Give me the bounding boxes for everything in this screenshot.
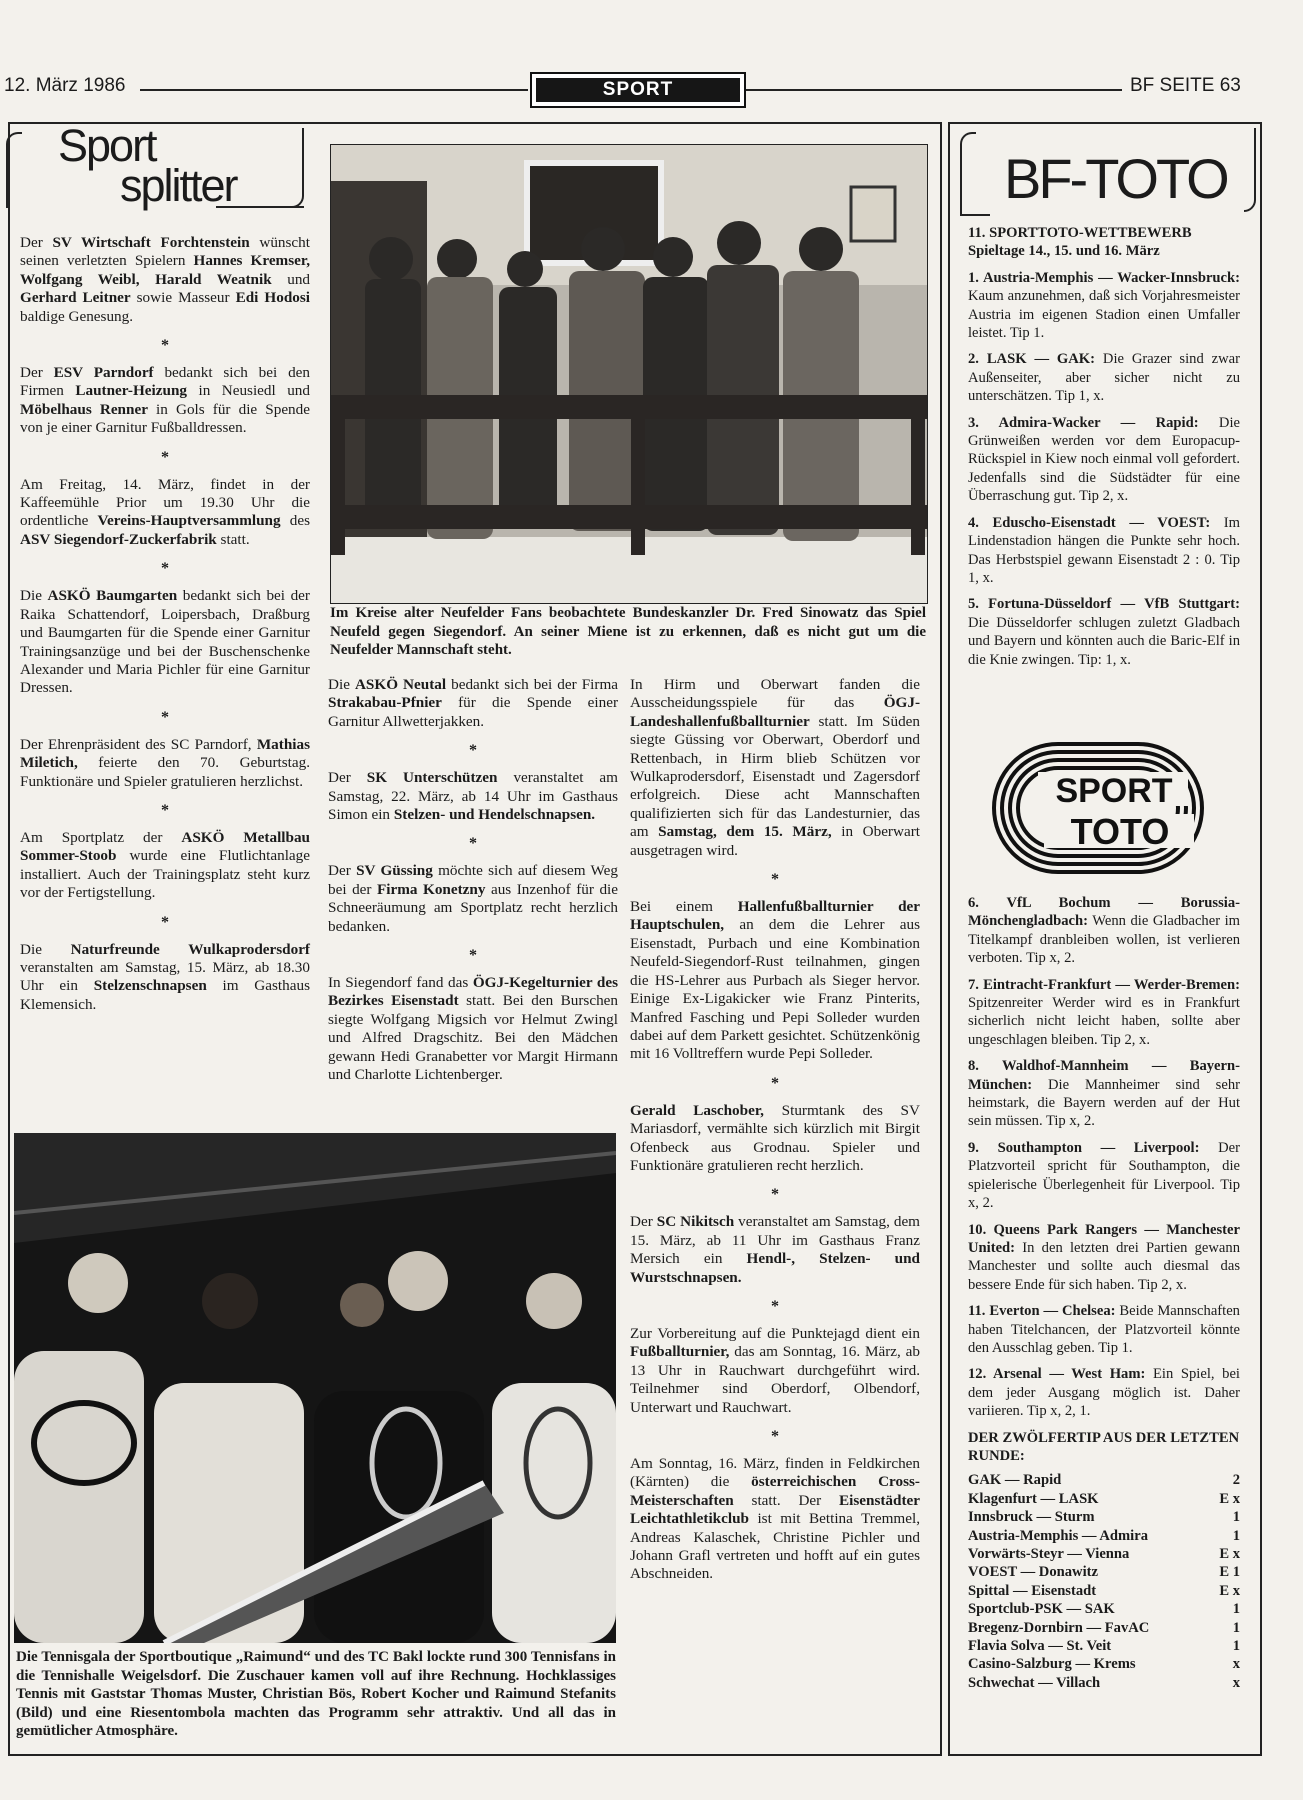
news-item-text: Naturfreunde Wulkaprodersdorf <box>70 940 310 958</box>
news-item-text: ASV Siegendorf-Zuckerfabrik <box>20 530 217 548</box>
news-item-text: Bei einem <box>630 898 738 916</box>
result-row <box>968 1600 1240 1618</box>
news-item <box>20 476 310 550</box>
title-word-2: splitter <box>120 160 237 211</box>
news-item-text: aus Inzenhof für die Schneeräumung am Sportplatz recht herzlich bedanken. <box>328 880 618 935</box>
result-tip: E x <box>1219 1546 1240 1562</box>
news-item-text: Fußballturnier, <box>630 1343 730 1361</box>
toto-tip-match: 3. Admira-Wacker — Rapid: <box>968 414 1199 431</box>
toto-tip-match: 10. Queens Park Rangers — Manchester United: <box>968 1221 1240 1256</box>
news-item-text: und <box>271 270 311 288</box>
toto-tip <box>968 269 1240 343</box>
news-item-text: ASKÖ Neutal <box>354 676 447 693</box>
issue-date: 12. März 1986 <box>4 75 126 96</box>
sportsplitter-title <box>6 120 304 211</box>
news-column-1 <box>20 234 310 1014</box>
news-item-text: bedankt sich bei der Raika Schattendorf, Loipersbach, Draßburg und Baumgarten für die Spende einer Garnitur Trainingsanzüge und bei der Buschenschenke Alexander und Maria Pichler für eine Garnitur Dressen. <box>20 587 310 697</box>
news-item-text: Sturmtank des SV Mariasdorf, vermählte sich kürzlich mit Birgit Ofenbeck aus Grodnau. Spieler und Funktionäre gratulieren recht herzlich. <box>630 1101 920 1174</box>
result-row <box>968 1619 1240 1637</box>
news-item-text: ist mit Bettina Tremmel, Andreas Kalaschek, Christine Pichler und Johann Grafl vertreten und hofft auf ein gutes Abschneiden. <box>630 1510 920 1583</box>
news-item-text: Zur Vorbereitung auf die Punktejagd dient ein <box>630 1324 920 1342</box>
result-tip: E 1 <box>1219 1564 1240 1581</box>
news-item-text: Hannes Kremser, Wolfgang Weibl, Harald Weatnik <box>20 252 311 288</box>
news-item-text: Am Sportplatz der <box>20 828 182 846</box>
toto-tips-column <box>968 224 1240 677</box>
news-item-text: Gerald Laschober, <box>630 1101 764 1119</box>
toto-tip <box>968 350 1240 405</box>
title-bracket-right <box>292 128 304 208</box>
news-item-text: Stelzenschnapsen <box>93 977 207 995</box>
news-item-text: statt. Im Süden siegte Güssing vor Oberwart, Oberdorf und Rettenbach, in Hirm blieb Schützen vor Wulkaprodersdorf, Eisenstadt und Zagersdorf erfolgreich. Diese acht Mannschaften qualifizierten sich für das Landesturnier, das am <box>630 712 920 841</box>
news-item <box>328 862 618 936</box>
news-item-text: ESV Parndorf <box>53 364 154 382</box>
separator-star: * <box>161 801 169 819</box>
news-item <box>328 974 618 1084</box>
toto-tip <box>968 414 1240 506</box>
toto-bracket-right <box>1244 128 1256 212</box>
news-item-text: Der <box>328 862 357 880</box>
news-item <box>20 941 310 1015</box>
news-item-text: baldige Genesung. <box>20 307 134 325</box>
result-row <box>968 1545 1240 1563</box>
result-match: Flavia Solva — St. Veit <box>968 1638 1112 1655</box>
news-item-text: SK Unterschützen <box>366 769 498 787</box>
toto-tip-text: Im Lindenstadion hängen die Punkte sehr hoch. Das Herbstspiel gewann Eisenstadt 2 : 0. Tip 1, x. <box>968 514 1240 586</box>
news-item-text: ÖGJ-Kegelturnier des Bezirkes Eisenstadt <box>328 974 618 1010</box>
logo-toto-text: TOTO <box>1070 811 1170 852</box>
photo-caption-spectators: Im Kreise alter Neufelder Fans beobachtete Bundeskanzler Dr. Fred Sinowatz das Spiel Neufeld gegen Siegendorf. An seiner Miene ist zu erkennen, daß es nicht gut um die Neufelder Mannschaft steht. <box>330 605 926 659</box>
result-row <box>968 1508 1240 1526</box>
result-match: Austria-Memphis — Admira <box>968 1527 1148 1544</box>
news-item-text: möchte sich auf diesem Weg bei der <box>328 862 618 898</box>
news-item-text: Lautner-Heizung <box>75 382 187 400</box>
toto-title <box>960 128 1260 218</box>
news-column-2 <box>328 676 618 1085</box>
news-item-text: In Siegendorf fand das <box>328 974 473 992</box>
news-item-text: sowie Masseur <box>130 289 236 307</box>
separator-star: * <box>771 1074 779 1092</box>
news-item <box>630 1213 920 1287</box>
toto-tip-match: 12. Arsenal — West Ham: <box>968 1366 1146 1383</box>
toto-tip-text: Spitzenreiter Werder wird es in Frankfurt sicherlich nicht leicht haben, sollte aber ungeschlagen bleiben. Tip 2, x. <box>968 995 1240 1048</box>
result-match: Vorwärts-Steyr — Vienna <box>968 1546 1130 1562</box>
toto-tip-text: Ein Spiel, bei dem jeder Ausgang möglich ist. Daher variieren. Tip x, 2, 1. <box>968 1366 1240 1420</box>
result-tip: 1 <box>1232 1509 1240 1526</box>
toto-tip-text: Die Düsseldorfer schlugen zuletzt Gladbach und Bayern und könnten auch die Baric-Elf in die Knie zwingen. Tip: 1, x. <box>968 614 1240 668</box>
result-match: Schwechat — Villach <box>968 1674 1101 1691</box>
sport-toto-logo-icon <box>988 738 1208 878</box>
news-item-text: Firma Konetzny <box>377 880 486 898</box>
toto-tip <box>968 1139 1240 1213</box>
news-item <box>630 1455 920 1584</box>
toto-tip-match: 1. Austria-Memphis — Wacker-Innsbruck: <box>968 269 1240 286</box>
result-row <box>968 1471 1240 1489</box>
result-row <box>968 1637 1240 1655</box>
news-item-text: Hendl-, Stelzen- und Wurstschnapsen. <box>630 1250 921 1286</box>
photo-caption-tennis: Die Tennisgala der Sportboutique „Raimund“ und des TC Bakl lockte rund 300 Tennisfans in die Tennishalle Weigelsdorf. Die Zuschauer kamen voll auf ihre Rechnung. Hochklassiges Tennis mit Gaststar Thomas Muster, Christian Bös, Robert Kocher und Raimund Stefanits (Bild) und eine Riesentombola machten das Programm sehr attraktiv. Und all das in gemütlicher Atmosphäre. <box>16 1649 616 1740</box>
page-header <box>0 72 1303 108</box>
toto-tip-text: Wenn die Gladbacher im Titelkampf dranbleiben wollen, ist verlieren verboten. Tip x, 2. <box>968 913 1240 967</box>
news-item <box>20 364 310 438</box>
news-item-text: an dem die Lehrer aus Eisenstadt, Purbach und eine Kombination Neufeld-Siegendorf-Rust teilnahmen, gingen die HS-Lehrer aus Purbach als Sieger hervor. Einige Ex-Ligakicker wie Franz Pinterits, Manfred Fasching und Pepi Solleder wurden dabei auf dem Parkett gesichtet. Schützenkönig mit 16 Volltreffern wurde Pepi Solleder. <box>630 916 920 1063</box>
news-item-text: Hallenfußballturnier der Hauptschulen, <box>630 898 921 934</box>
separator-star: * <box>771 1186 779 1204</box>
toto-title-text: BF-TOTO <box>1004 147 1227 210</box>
news-item-text: Der <box>328 769 367 787</box>
news-item-text: Samstag, dem 15. März, <box>658 823 832 841</box>
toto-tip-text: Kaum anzunehmen, daß sich Vorjahresmeister Austria im eigenen Stadion einen Umfaller leistet. Tip 1. <box>968 288 1240 342</box>
news-item-text: Der <box>20 364 54 382</box>
toto-tip <box>968 1302 1240 1357</box>
toto-tip <box>968 1365 1240 1420</box>
news-item <box>20 736 310 791</box>
toto-tip <box>968 595 1240 669</box>
result-match: Klagenfurt — LASK <box>968 1490 1099 1507</box>
result-tip: 1 <box>1232 1527 1240 1544</box>
news-item-text: feierte den 70. Geburtstag. Funktionäre und Spieler gratulieren herzlichst. <box>20 754 310 790</box>
news-item-text: ASKÖ Baumgarten <box>47 587 178 605</box>
toto-bracket-left <box>960 132 976 216</box>
toto-heading: 11. SPORTTOTO-WETTBEWERB Spieltage 14., 15. und 16. März <box>968 225 1192 260</box>
result-match: Spittal — Eisenstadt <box>968 1582 1097 1599</box>
title-word-1: Sport <box>58 120 156 171</box>
page-number: BF SEITE 63 <box>1130 75 1241 96</box>
news-item-text: Die <box>20 940 71 958</box>
toto-tip-text: Beide Mannschaften haben Titelchancen, der Platzvorteil könnte den Ausschlag geben. Tip 1. <box>968 1303 1240 1356</box>
result-match: VOEST — Donawitz <box>968 1564 1098 1581</box>
result-tip: 1 <box>1232 1619 1240 1636</box>
separator-star: * <box>771 871 779 889</box>
toto-underline <box>960 214 990 216</box>
news-item-text: ÖGJ-Landeshallenfußballturnier <box>630 694 920 730</box>
result-tip: E x <box>1219 1582 1240 1599</box>
news-item <box>328 676 618 731</box>
news-item-text: Der <box>630 1213 657 1231</box>
news-item <box>328 769 618 824</box>
separator-star: * <box>161 913 169 931</box>
title-underline <box>216 206 304 208</box>
result-tip: x <box>1232 1674 1240 1691</box>
title-bracket-left <box>6 132 22 208</box>
toto-tip <box>968 514 1240 588</box>
result-match: Innsbruck — Sturm <box>968 1509 1095 1526</box>
result-tip: 1 <box>1232 1601 1240 1618</box>
news-item-text: Der <box>20 234 53 251</box>
news-item-text: Stelzen- und Hendelschnapsen. <box>393 806 596 824</box>
news-item-text: in Gols für die Spende von je einer Garnitur Fußballdressen. <box>20 400 310 437</box>
news-item-text: Eisenstädter Leichtathletikclub <box>630 1491 920 1528</box>
separator-star: * <box>469 835 477 853</box>
news-item-text: das am Sonntag, 16. März, ab 13 Uhr in Rauchwart durchgeführt wird. Teilnehmer sind Oberdorf, Olbendorf, Unterwart und Rauchwart. <box>630 1343 920 1416</box>
results-heading: DER ZWÖLFERTIP AUS DER LETZTEN RUNDE: <box>968 1429 1240 1464</box>
news-item-text: bedankt sich bei der Firma <box>446 676 618 693</box>
separator-star: * <box>469 742 477 760</box>
results-table <box>968 1471 1240 1692</box>
result-row <box>968 1563 1240 1581</box>
toto-tip-text: Der Platzvorteil spricht für Southampton, die spielerische Überlegenheit für Liverpool. Tip x, 2. <box>968 1139 1241 1212</box>
news-item-text: Edi Hodosi <box>235 289 310 307</box>
toto-tip-text: Die Mannheimer sind sehr heimstark, die Bayern werden auf der Hut sein müssen. Tip x, 2. <box>968 1076 1240 1130</box>
section-label: SPORT <box>536 78 740 102</box>
toto-tips-list-1 <box>968 269 1240 669</box>
news-item-text: Gerhard Leitner <box>20 289 131 307</box>
separator-star: * <box>771 1297 779 1315</box>
toto-tip-text: In den letzten drei Partien gewann Manchester und sollte auch diesmal das bessere Ende für sich haben. Tip 2, x. <box>968 1239 1240 1293</box>
toto-tip-match: 8. Waldhof-Mannheim — Bayern-München: <box>968 1058 1240 1093</box>
tennis-photo-image <box>14 1133 616 1643</box>
toto-tip <box>968 1057 1240 1131</box>
news-item-text: Vereins-Hauptversammlung <box>97 512 281 530</box>
result-row <box>968 1490 1240 1508</box>
toto-tip-match: 5. Fortuna-Düsseldorf — VfB Stuttgart: <box>968 596 1240 613</box>
separator-star: * <box>771 1428 779 1445</box>
news-item-text: wurde eine Flutlichtanlage installiert. Auch der Trainingsplatz steht kurz vor der Fertigstellung. <box>20 847 310 902</box>
logo-sport-text: SPORT <box>1055 772 1173 810</box>
header-rule-right <box>746 89 1122 91</box>
result-tip: 1 <box>1232 1638 1240 1655</box>
separator-star: * <box>161 448 169 466</box>
news-item-text: Möbelhaus Renner <box>20 400 148 418</box>
separator-star: * <box>161 560 169 578</box>
news-item-text: statt. <box>216 530 250 548</box>
news-item-text: bedankt sich bei den Firmen <box>20 364 310 400</box>
news-item-text: in Oberwart ausgetragen wird. <box>630 823 920 859</box>
news-item-text: für die Spende einer Garnitur Allwetterjakken. <box>328 694 618 730</box>
separator-star: * <box>161 337 169 355</box>
result-match: Casino-Salzburg — Krems <box>968 1656 1136 1673</box>
toto-tip-match: 2. LASK — GAK: <box>968 351 1096 368</box>
toto-tip <box>968 976 1240 1050</box>
news-item-text: Strakabau-Pfnier <box>328 694 442 712</box>
news-item-text: statt. Bei den Burschen siegte Wolfgang Migsich vor Helmut Zwingl und Alfred Dragschitz. Bei den Mädchen gewann Hedi Granabetter vor Margit Hirmann und Charlotte Lichtenberger. <box>328 992 618 1084</box>
toto-tip-match: 11. Everton — Chelsea: <box>968 1303 1116 1320</box>
result-tip: x <box>1232 1656 1240 1673</box>
news-item-text: veranstalten am Samstag, 15. März, ab 18.30 Uhr ein <box>20 958 310 995</box>
news-item-text: In Hirm und Oberwart fanden die Ausscheidungsspiele für das <box>630 676 920 712</box>
news-item <box>630 1102 920 1176</box>
toto-tip-match: 9. Southampton — Liverpool: <box>968 1139 1200 1156</box>
news-item-text: des <box>280 512 310 530</box>
result-match: Sportclub-PSK — SAK <box>968 1601 1115 1618</box>
news-item-text: Am Sonntag, 16. März, finden in Feldkirchen (Kärnten) die <box>630 1455 920 1491</box>
toto-tip <box>968 894 1240 968</box>
result-match: Bregenz-Dornbirn — FavAC <box>968 1619 1150 1636</box>
toto-tip <box>968 1221 1240 1295</box>
news-item-text: im Gasthaus Klemensich. <box>20 977 310 1013</box>
news-item-text: ASKÖ Metallbau Sommer-Stoob <box>20 828 310 865</box>
news-item-text: statt. Der <box>733 1491 839 1509</box>
toto-tip-text: Die Grünweißen werden vor dem Europacup-Rückspiel in Kiew noch einmal voll gefordert. Jedenfalls sind die Südstädter für eine Überraschung gut. Tip 2, x. <box>968 414 1240 505</box>
separator-star: * <box>161 708 169 726</box>
news-item-text: veranstaltet am Samstag, dem 15. März, ab 11 Uhr im Gasthaus Franz Mersich ein <box>630 1213 920 1268</box>
news-item-text: SV Wirtschaft Forchtenstein <box>52 234 250 251</box>
news-item <box>20 234 310 326</box>
toto-tips-column-2 <box>968 894 1240 1692</box>
result-row <box>968 1655 1240 1673</box>
news-item-text: österreichischen Cross-Meisterschaften <box>630 1473 920 1509</box>
result-row <box>968 1582 1240 1600</box>
separator-star: * <box>469 947 477 965</box>
news-item <box>20 829 310 903</box>
toto-tips-list-2 <box>968 894 1240 1421</box>
news-item-text: in Neusiedl und <box>187 382 310 400</box>
result-tip: E x <box>1219 1490 1240 1507</box>
section-label-box <box>530 72 746 108</box>
news-item-text: SC Nikitsch <box>656 1213 735 1231</box>
news-item-text: Die <box>328 676 355 693</box>
news-item-text: Mathias Miletich, <box>20 735 310 772</box>
news-item <box>630 1325 920 1417</box>
photo-tennis-players <box>14 1133 616 1643</box>
news-item-text: wünscht seinen verletzten Spielern <box>20 234 310 270</box>
news-item <box>630 676 920 860</box>
news-item-text: Am Freitag, 14. März, findet in der Kaffeemühle Prior um 19.30 Uhr die ordentliche <box>20 475 310 530</box>
news-item <box>20 587 310 697</box>
toto-tip-match: 4. Eduscho-Eisenstadt — VOEST: <box>968 514 1211 531</box>
news-column-3 <box>630 676 920 1584</box>
news-item-text: Die <box>20 587 48 605</box>
result-row <box>968 1527 1240 1545</box>
result-tip: 2 <box>1232 1472 1240 1489</box>
news-item-text: SV Güssing <box>356 862 433 880</box>
news-item-text: Der Ehrenpräsident des SC Parndorf, <box>20 735 257 753</box>
news-item-text: veranstaltet am Samstag, 22. März, ab 14 Uhr im Gasthaus Simon ein <box>328 769 618 824</box>
spectators-photo-image <box>331 145 927 603</box>
toto-tip-match: 6. VfL Bochum — Borussia-Mönchengladbach: <box>968 895 1240 930</box>
result-row <box>968 1674 1240 1692</box>
toto-tip-text: Die Grazer sind zwar Außenseiter, aber sicher nicht zu unterschätzen. Tip 1, x. <box>968 351 1240 405</box>
toto-tip-match: 7. Eintracht-Frankfurt — Werder-Bremen: <box>968 976 1240 993</box>
photo-spectators <box>330 144 928 604</box>
header-rule-left <box>140 89 528 91</box>
news-item <box>630 898 920 1064</box>
result-match: GAK — Rapid <box>968 1472 1062 1489</box>
